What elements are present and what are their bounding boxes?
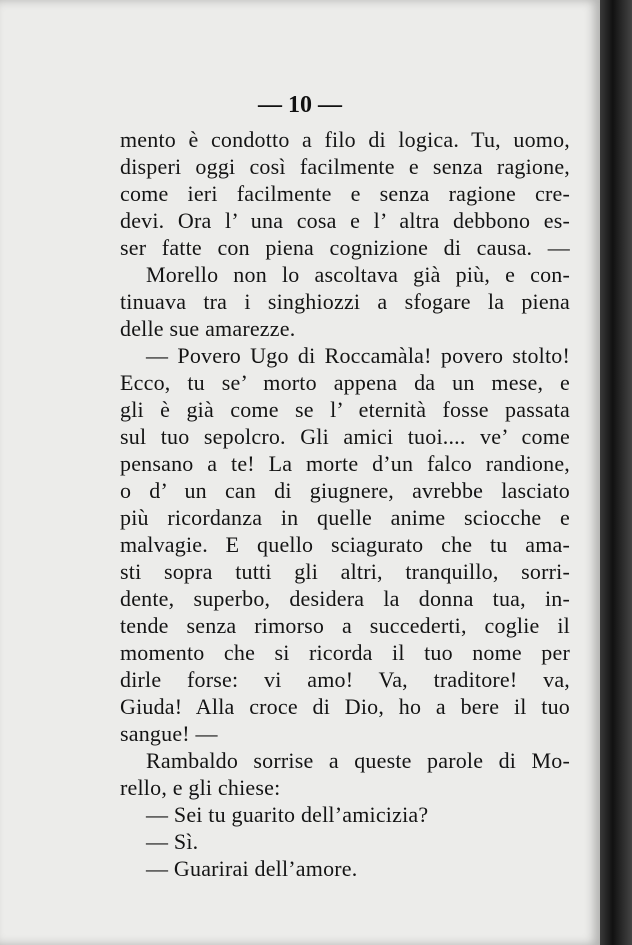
text-line: gli è già come se l’ eternità fosse passata: [120, 397, 570, 422]
text-line: ser fatte con piena cognizione di causa. —: [120, 235, 570, 260]
text-line: Giuda! Alla croce di Dio, ho a bere il tuo: [120, 694, 570, 719]
text-line: Morello non lo ascoltava già più, e con-: [146, 262, 570, 287]
text-line: momento che si ricorda il tuo nome per: [120, 640, 570, 665]
text-line: sti sopra tutti gli altri, tranquillo, sorri-: [120, 559, 570, 584]
text-line: — Guarirai dell’amore.: [146, 856, 358, 881]
text-line: — Sì.: [146, 829, 199, 854]
text-line: pensano a te! La morte d’un falco randione,: [120, 451, 570, 476]
text-line: sangue! —: [120, 721, 218, 746]
text-line: devi. Ora l’ una cosa e l’ altra debbono es-: [120, 208, 570, 233]
text-line: rello, e gli chiese:: [120, 775, 281, 800]
text-line: Ecco, tu se’ morto appena da un mese, e: [120, 370, 570, 395]
text-line: tinuava tra i singhiozzi a sfogare la piena: [120, 289, 570, 314]
text-line: — Sei tu guarito dell’amicizia?: [146, 802, 429, 827]
text-line: o d’ un can di giugnere, avrebbe lasciato: [120, 478, 570, 503]
text-line: mento è condotto a filo di logica. Tu, uomo,: [120, 127, 570, 152]
book-spine-edge: [600, 0, 632, 945]
body-text: [120, 126, 570, 882]
text-line: — Povero Ugo di Roccamàla! povero stolto!: [146, 343, 570, 368]
text-line: tende senza rimorso a succederti, coglie il: [120, 613, 570, 638]
text-line: più ricordanza in quelle anime sciocche e: [120, 505, 570, 530]
text-line: dirle forse: vi amo! Va, traditore! va,: [120, 667, 570, 692]
text-line: delle sue amarezze.: [120, 316, 296, 341]
text-line: come ieri facilmente e senza ragione cre-: [120, 181, 570, 206]
text-line: sul tuo sepolcro. Gli amici tuoi.... ve’ come: [120, 424, 570, 449]
text-line: malvagie. E quello sciagurato che tu ama-: [120, 532, 570, 557]
text-line: Rambaldo sorrise a queste parole di Mo-: [146, 748, 570, 773]
text-line: dente, superbo, desidera la donna tua, in-: [120, 586, 570, 611]
page-number: — 10 —: [258, 92, 342, 118]
text-line: disperi oggi così facilmente e senza ragione,: [120, 154, 570, 179]
